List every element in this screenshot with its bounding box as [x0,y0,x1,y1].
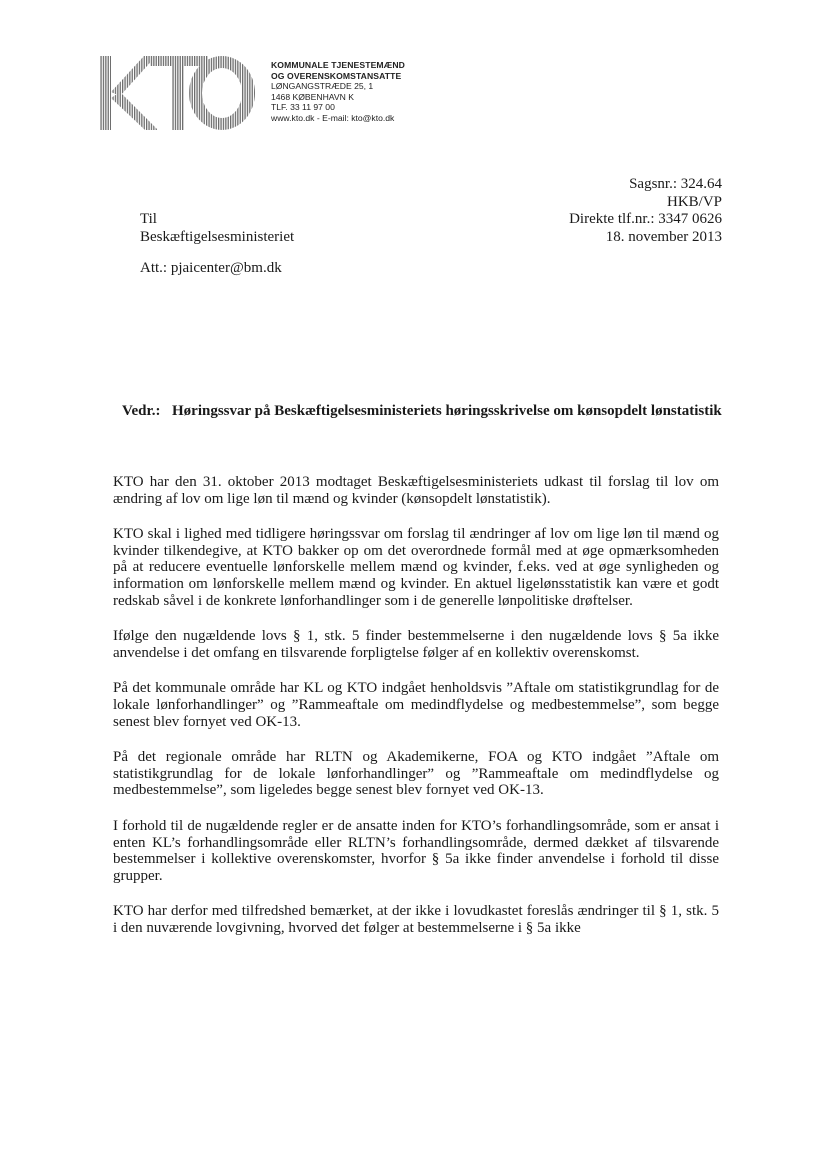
subject-text: Høringssvar på Beskæftigelsesministeriets høringsskrivelse om kønsopdelt lønstatistik [172,403,722,419]
recipient-to-label: Til [140,211,157,227]
body-paragraph-3: Ifølge den nugældende lovs § 1, stk. 5 finder bestemmelserne i den nugældende lovs § 5a ikke anvendelse i det omfang en tilsvarende forpligtelse følger af en kollektiv overenskomst. [113,628,719,661]
org-address-line-1: LØNGANGSTRÆDE 25, 1 [271,81,374,92]
org-name-line-2: OG OVERENSKOMSTANSATTE [271,70,402,81]
attention-line: Att.: pjaicenter@bm.dk [140,260,282,276]
subject-line [122,403,722,420]
recipient-block [140,210,294,246]
body-paragraph-5: På det regionale område har RLTN og Akademikerne, FOA og KTO indgået ”Aftale om statistikgrundlag for de lokale lønforhandlinger” og ”Rammeaftale om medindflydelse og medbestemmelse”, som ligeledes begge senest blev fornyet ved OK-13. [113,749,719,799]
org-web-email: www.kto.dk - E-mail: kto@kto.dk [271,112,395,123]
org-phone: TLF. 33 11 97 00 [271,102,335,113]
kto-logo [98,52,258,134]
letter-date: 18. november 2013 [605,228,722,245]
body-paragraph-2: KTO skal i lighed med tidligere høringssvar om forslag til ændringer af lov om lige løn til mænd og kvinder tilkendegive, at KTO bakker op om det overordnede formål med at øge opmærksomheden på at reducere eventuelle lønforskelle mellem mænd og kvinder, f.eks. ved at øge synligheden og information om lønforskelle mellem mænd og kvinder. En aktuel ligelønsstatistik kan være et godt redskab såvel i de konkrete lønforhandlinger som i de generelle lønpolitiske drøftelser. [113,526,719,609]
direct-phone: Direkte tlf.nr.: 3347 0626 [569,211,722,227]
body-paragraph-1: KTO har den 31. oktober 2013 modtaget Beskæftigelsesministeriets udkast til forslag til lov om ændring af lov om lige løn til mænd og kvinder (kønsopdelt lønstatistik). [113,474,719,507]
body-paragraph-7: KTO har derfor med tilfredshed bemærket, at der ikke i lovudkastet foreslås ændringer til § 1, stk. 5 i den nuværende lovgivning, hvorved det følger at bestemmelserne i § 5a ikke [113,903,719,936]
body-paragraph-4: På det kommunale område har KL og KTO indgået henholdsvis ”Aftale om statistikgrundlag for de lokale lønforhandlinger” og ”Rammeaftale om medindflydelse og medbestemmelse”, som begge senest blev fornyet ved OK-13. [113,680,719,730]
organization-info [271,60,511,124]
letter-body [113,474,719,955]
org-address-line-2: 1468 KØBENHAVN K [271,91,354,102]
subject-label: Vedr.: [122,403,161,419]
reference-block [462,176,722,246]
org-name-line-1: KOMMUNALE TJENESTEMÆND [271,60,405,70]
initials: HKB/VP [666,193,722,210]
body-paragraph-6: I forhold til de nugældende regler er de ansatte inden for KTO’s forhandlingsområde, som er ansat i enten KL’s forhandlingsområde eller RLTN’s forhandlingsområde, dermed dækket af tilsvarende bestemmelser i kollektive overenskomster, hvorfor § 5a ikke finder anvendelse i forhold til disse grupper. [113,817,719,884]
recipient-name: Beskæftigelsesministeriet [140,229,295,245]
case-number: Sagsnr.: 324.64 [629,176,722,192]
